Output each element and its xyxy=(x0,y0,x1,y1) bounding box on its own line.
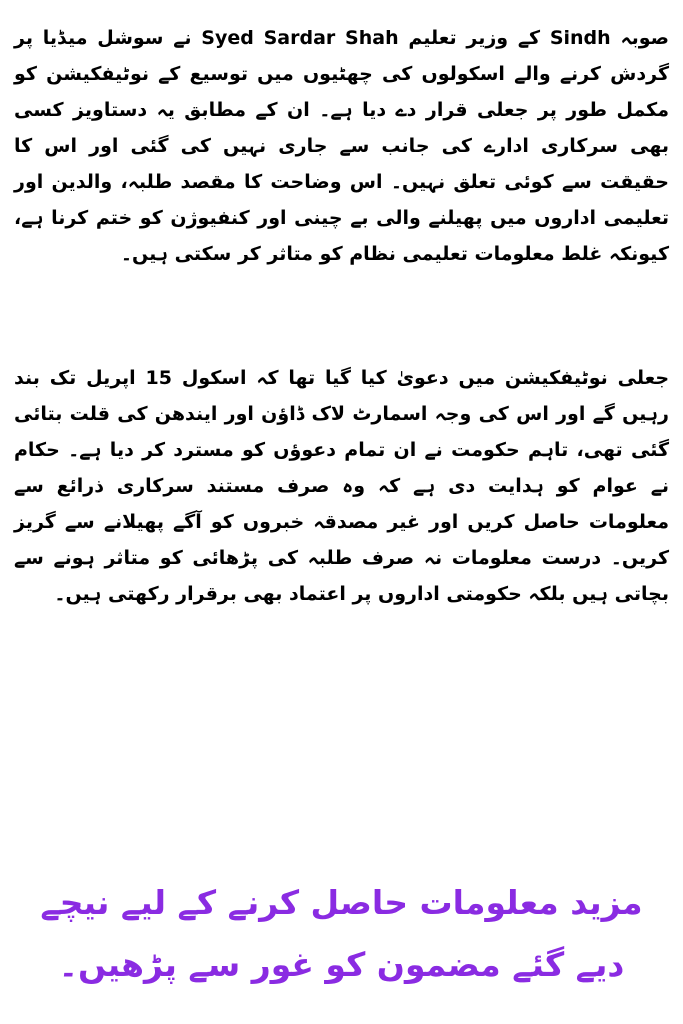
article-paragraph-1: صوبہ Sindh کے وزیر تعلیم Syed Sardar Shah نے سوشل میڈیا پر گردش کرنے والے اسکولوں کی چھٹیوں میں توسیع کے نوٹیفکیشن کو مکمل طور پر جعلی قرار دے دیا ہے۔ ان کے مطابق یہ دستاویز کسی بھی سرکاری ادارے کی جانب سے جاری نہیں کی گئی اور اس کا حقیقت سے کوئی تعلق نہیں۔ اس وضاحت کا مقصد طلبہ، والدین اور تعلیمی اداروں میں پھیلنے والی بے چینی اور کنفیوژن کو ختم کرنا ہے، کیونکہ غلط معلومات تعلیمی نظام کو متاثر کر سکتی ہیں۔ xyxy=(14,27,669,265)
article-paragraph-2: جعلی نوٹیفکیشن میں دعویٰ کیا گیا تھا کہ اسکول 15 اپریل تک بند رہیں گے اور اس کی وجہ اسمارٹ لاک ڈاؤن اور ایندھن کی قلت بتائی گئی تھی، تاہم حکومت نے ان تمام دعوؤں کو مسترد کر دیا ہے۔ حکام نے عوام کو ہدایت دی ہے کہ وہ صرف مستند سرکاری ذرائع سے معلومات حاصل کریں اور غیر مصدقہ خبروں کو آگے پھیلانے سے گریز کریں۔ درست معلومات نہ صرف طلبہ کی پڑھائی کو متاثر ہونے سے بچاتی ہیں بلکہ حکومتی اداروں پر اعتماد بھی برقرار رکھتی ہیں۔ xyxy=(14,367,670,605)
callout-line-2: دیے گئے مضمون کو غور سے پڑھیں۔ xyxy=(58,945,625,984)
read-more-callout xyxy=(10,872,673,996)
callout-line-1: مزید معلومات حاصل کرنے کے لیے نیچے xyxy=(40,883,643,922)
